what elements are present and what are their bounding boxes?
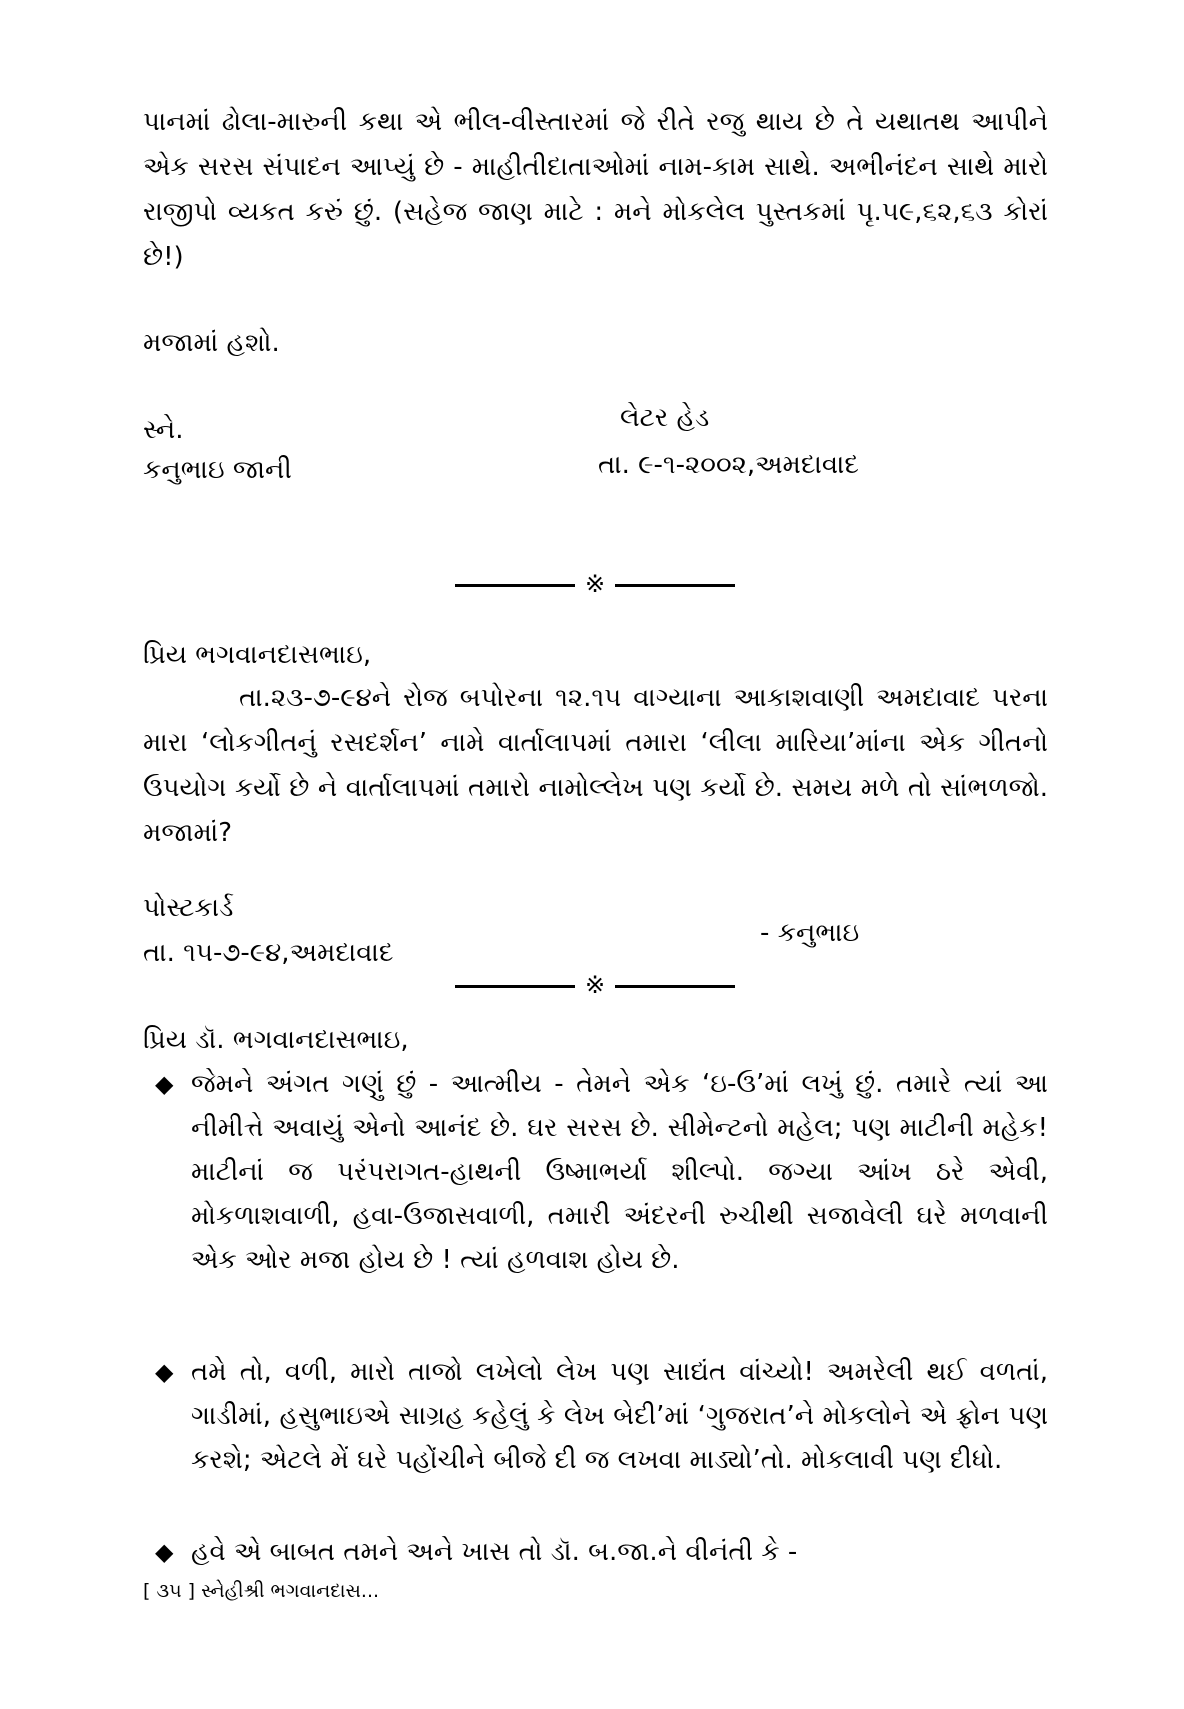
section-divider [455, 570, 735, 598]
letter2-date-place: તા. ૧૫-૭-૯૪,અમદાવાદ [143, 938, 394, 968]
letter3-salutation: પ્રિય ડૉ. ભગવાનદાસભાઇ, [143, 1025, 409, 1055]
letter2-body: તા.૨૩-૭-૯૪ને રોજ બપોરના ૧૨.૧૫ વાગ્યાના આકાશવાણી અમદાવાદ પરના મારા ‘લોકગીતનું રસદર્શન’ નામે વાર્તાલાપમાં તમારા ‘લીલા મારિયા’માંના એક ગીતનો ઉપયોગ કર્યો છે ને વાર્તાલાપમાં તમારો નામોલ્લેખ પણ કર્યો છે. સમય મળે તો સાંભળજો. મજામાં? [143, 683, 1048, 848]
diamond-bullet-icon: ◆ [155, 1358, 174, 1386]
diamond-bullet-icon: ◆ [155, 1070, 174, 1098]
ornament-icon: ※ [584, 971, 606, 999]
letter2-sign: - કનુભાઇ [760, 918, 860, 948]
list-item-text: તમે તો, વળી, મારો તાજો લખેલો લેખ પણ સાદ્યંત વાંચ્યો! અમરેલી થઈ વળતાં, ગાડીમાં, હસુભાઇએ સાગ્રહ કહેલું કે લેખ બેદી’માં ‘ગુજરાત’ને મોકલોને એ ફ્રોન પણ કરશે; એટલે મેં ઘરે પહોંચીને બીજે દી જ લખવા માડ્યો’તો. મોકલાવી પણ દીધો. [191, 1357, 1048, 1475]
list-item-text: હવે એ બાબત તમને અને ખાસ તો ડૉ. બ.જા.ને વીનંતી કે - [191, 1537, 798, 1567]
list-item [143, 1350, 1048, 1482]
letter1-sign-abbr: સ્ને. [143, 415, 184, 445]
list-item-text: જેમને અંગત ગણું છું - આત્મીય - તેમને એક ‘ઇ-ઉ’માં લખું છું. તમારે ત્યાં આ નીમીત્તે અવાયું એનો આનંદ છે. ઘર સરસ છે. સીમેન્ટનો મહેલ; પણ માટીની મહેક! માટીનાં જ પરંપરાગત-હાથની ઉષ્માભર્યા શીલ્પો. જગ્યા આંખ ઠરે એવી, મોકળાશવાળી, હવા-ઉજાસવાળી, તમારી અંદરની રુચીથી સજાવેલી ઘરે મળવાની એક ઓર મજા હોય છે ! ત્યાં હળવાશ હોય છે. [191, 1069, 1048, 1275]
letter1-sign-name: કનુભાઇ જાની [143, 455, 292, 485]
section-divider [455, 971, 735, 999]
letter2-type: પોસ્ટકાર્ડ [143, 893, 234, 923]
ornament-icon: ※ [584, 570, 606, 598]
letter1-date-place: તા. ૯-૧-૨૦૦૨,અમદાવાદ [598, 450, 859, 480]
intro-closing: મજામાં હશો. [143, 328, 280, 358]
letter1-type: લેટર હેડ [620, 403, 710, 433]
diamond-bullet-icon: ◆ [155, 1538, 174, 1566]
page-footer: [ ૩૫ ] સ્નેહીશ્રી ભગવાનદાસ... [143, 1580, 380, 1602]
list-item [143, 1062, 1048, 1282]
letter2-salutation: પ્રિય ભગવાનદાસભાઇ, [143, 640, 372, 670]
intro-paragraph: પાનમાં ઢોલા-મારુની કથા એ ભીલ-વીસ્તારમાં જે રીતે રજુ થાય છે તે યથાતથ આપીને એક સરસ સંપાદન આપ્યું છે - માહીતીદાતાઓમાં નામ-કામ સાથે. અભીનંદન સાથે મારો રાજીપો વ્યકત કરું છું. (સહેજ જાણ માટે : મને મોકલેલ પુસ્તકમાં પૃ.૫૯,૬૨,૬૩ કોરાં છે!) [143, 107, 1048, 272]
list-item [143, 1530, 1048, 1574]
